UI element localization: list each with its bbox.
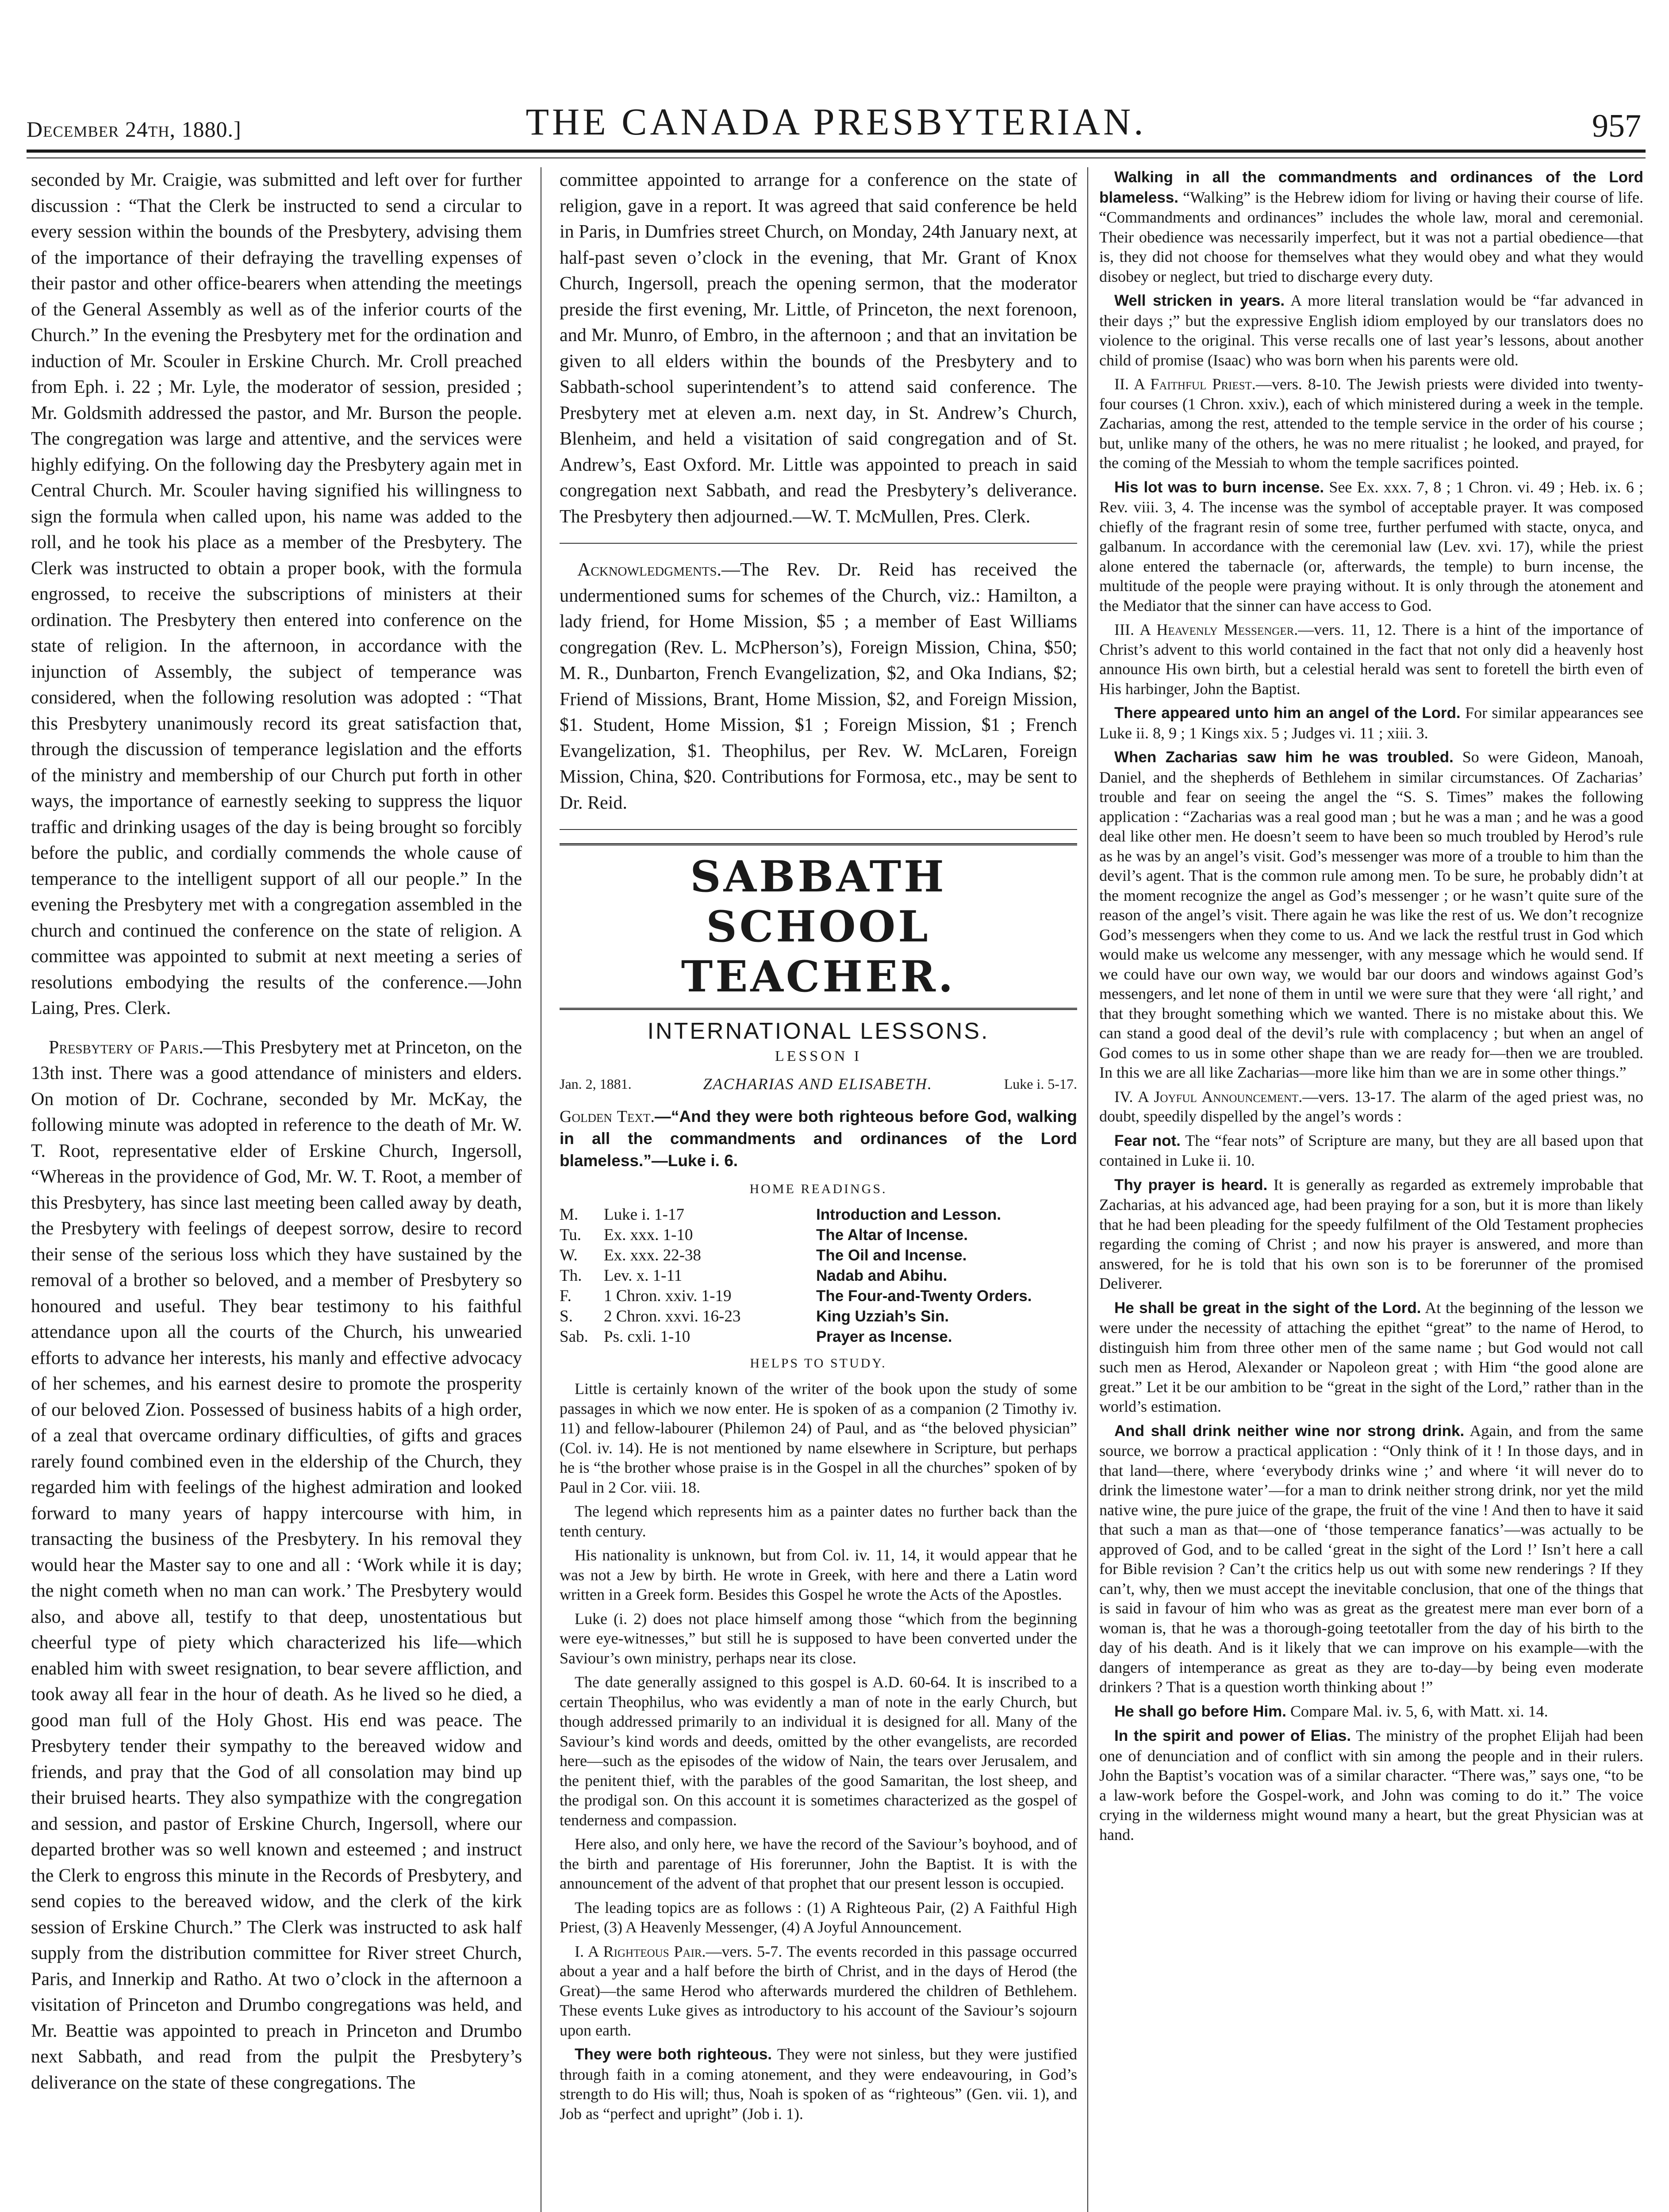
column-1 [31,167,522,2212]
reading-day: S. [560,1307,573,1325]
golden-text-lead: Golden Text. [560,1107,655,1126]
international-lessons-heading: INTERNATIONAL LESSONS. [647,1018,990,1044]
reading-day: Th. [560,1267,582,1285]
paragraph-text: The ministry of the prophet Elijah had been one of denunciation and of conflict with sin among the people and in their rulers. John the Baptist’s vocation was of a similar character. “There was,” says one, “to be a law-work before the Gospel-work, and John was coming to do it.” The voice crying in the wilderness might wound many a heart, but the great Physician was at hand. [1099,1727,1643,1843]
section-rule [560,829,1077,830]
issue-date: December 24th, 1880.] [27,117,242,142]
paragraph-lead: He shall be great in the sight of the Lord. [1114,1299,1421,1317]
section-masthead [560,843,1077,1010]
table-row [560,1286,1077,1306]
paragraph [1099,1726,1643,1844]
reading-ref: Ex. xxx. 1-10 [604,1226,693,1244]
helps-to-study [560,1379,1077,2124]
paragraph [1099,1131,1643,1171]
section-rule [560,543,1077,544]
paragraph-text: Compare Mal. iv. 5, 6, with Matt. xi. 14. [1290,1702,1548,1720]
paragraph-text: The “fear nots” of Scripture are many, but they are all based upon that contained in Luke ii. 10. [1099,1131,1643,1169]
lesson-header [560,1075,1077,1093]
paragraph [1099,1175,1643,1294]
paragraph-lead: III. A Heavenly Messenger. [1114,621,1298,638]
paragraph-lead: They were both righteous. [575,2046,772,2063]
home-readings-table [560,1205,1077,1347]
paragraph-lead: There appeared unto him an angel of the Lord. [1114,704,1461,722]
reading-day: Sab. [560,1328,588,1346]
lesson-number: LESSON I [775,1048,862,1064]
paragraph [560,1942,1077,2040]
table-row [560,1266,1077,1286]
table-row [560,1205,1077,1225]
paragraph-text: For similar appearances see Luke ii. 8, 9 ; 1 Kings xix. 5 ; Judges vi. 11 ; xiii. 3. [1099,704,1643,742]
golden-text [560,1106,1077,1172]
paragraph-lead: Fear not. [1114,1132,1181,1149]
reading-topic: Introduction and Lesson. [816,1206,1001,1223]
paragraph-text: —This Presbytery met at Princeton, on the 13th inst. There was a good attendance of ministers and elders. On motion of Dr. Cochrane, seconded by Mr. McKay, the following minute was adopted in reference to the death of Mr. W. T. Root, representative elder of Erskine Church, Ingersoll, “Whereas in the providence of God, Mr. W. T. Root, a member of this Presbytery, has since last meeting been called away by death, the Presbytery with feelings of deepest sorrow, desire to record their sense of the serious loss which they have sustained by the removal of a brother so beloved, and a member of Presbytery so honoured and useful. They bear testimony to his faithful attendance upon all the courts of the Church, his unwearied efforts to advance her interests, his manly and effective advocacy of her schemes, and his earnest desire to promote the prosperity of our beloved Zion. Possessed of business habits of a high order, of a zeal that overcame ordinary difficulties, of gifts and graces rarely found combined even in the eldership of the Church, they regarded him with feelings of the highest admiration and looked forward to many years of happy intercourse with him, in transacting the business of the Presbytery. In his removal they would hear the Master say to one and all : ‘Work while it is day; the night cometh when no man can work.’ The Presbytery would also, and above all, testify to that deep, unostentatious but cheerful type of piety which characterized his life—which enabled him with sweet resignation, to bear severe affliction, and took away all fear in the hour of death. As he lived so he died, a good man full of the Holy Ghost. His end was peace. The Presbytery tender their sympathy to the bereaved widow and friends, and pray that the God of all consolation may bind up their bruised hearts. They also sympathize with the congregation and session, and pastor of Erskine Church, Ingersoll, where our departed brother was so well known and esteemed ; and instruct the Clerk to engross this minute in the Records of Presbytery, and send copies to the bereaved widow, and the clerk of the kirk session of Erskine Church.” The Clerk was instructed to ask half supply from the distribution committee for River street Church, Paris, and Innerkip and Ratho. At two o’clock in the afternoon a visitation of Princeton and Drumbo congregations was held, and Mr. Beattie was appointed to preach in Princeton and Drumbo next Sabbath, and read from the pulpit the Presbytery’s deliverance on the state of these congregations. The [31,1037,522,2093]
paragraph-text: A more literal translation would be “far advanced in their days ;” but the expressive English idiom employed by our translators does no violence to the original. This verse recalls one of last year’s lessons, about another child of promise (Isaac) who was born when his parents were old. [1099,292,1643,369]
helps-to-study-heading: HELPS TO STUDY. [750,1356,887,1371]
paragraph-lead: IV. A Joyful Announcement. [1114,1087,1303,1106]
reading-day: M. [560,1206,579,1224]
reading-day: Tu. [560,1226,582,1244]
presbytery-of-paris-report [31,1035,522,2096]
paragraph-lead: II. A Faithful Priest. [1114,375,1256,393]
paragraph-text: —The Rev. Dr. Reid has received the undermentioned sums for schemes of the Church, viz.: Hamilton, a lady friend, for Home Mission, $5 ; a member of East Williams congregation (Rev. L. McPherson’s), Foreign Mission, China, $50; M. R., Dunbarton, French Evangelization, $2, and Oka Indians, $2; Friend of Missions, Brant, Home Mission, $2, and Foreign Mission, $1. Student, Home Mission, $1 ; Foreign Mission, $1 ; French Evangelization, $1. Theophilus, per Rev. W. McLaren, Foreign Mission, China, $20. Contributions for Formosa, etc., may be sent to Dr. Reid. [560,560,1077,813]
reading-day: W. [560,1246,578,1264]
paragraph [1099,747,1643,1083]
paragraph: Luke (i. 2) does not place himself among those “which from the beginning were eye-witnesses,” but still he is supposed to have been converted under the Saviour’s own ministry, perhaps near its close. [560,1609,1077,1667]
reading-topic: The Altar of Incense. [816,1226,968,1244]
paragraph: Here also, and only here, we have the record of the Saviour’s boyhood, and of the birth and parentage of His forerunner, John the Baptist. It is with the announcement of the advent of that prophet that our present lesson is occupied. [560,1835,1077,1892]
table-row [560,1245,1077,1266]
paragraph [1099,1701,1643,1722]
paragraph-text: So were Gideon, Manoah, Daniel, and the shepherds of Bethlehem in similar circumstances. Of Zacharias’ trouble and fear on seeing the angel the “S. S. Times” makes the following application : “Zacharias was a real good man ; but he was a man ; and he was a good deal like other men. He doesn’t seem to have been so much troubled by Herod’s rule as he was by an angel’s visit. God’s messenger was more of a trouble to him than the devil’s agent. That is the common rule among men. To be sure, he probably didn’t at the moment recognize the angel as God’s messenger ; or he wasn’t quite sure of the reason of the angel’s visit. There again he was like the rest of us. We don’t recognize God’s messengers when they come to us. And we lack the restful trust in God which would make us welcome any messenger, with any message which he would send. If we could have our own way, we would bar our doors and windows against God’s messengers, and let none of them in until we were sure that they were ‘all right,’ and that they brought something which we wanted. There is no mistake about this. We can stand a good deal of the devil’s rule with complacency ; but when an angel of God comes to us in some other shape than we are ready for—then we are troubled. In this we are all like Zacharias—more like him than we are in some other things.” [1099,748,1643,1081]
reading-ref: 1 Chron. xxiv. 1-19 [604,1287,732,1305]
column-divider [1087,167,1088,2212]
paragraph: The date generally assigned to this gospel is A.D. 60-64. It is inscribed to a certain Theophilus, who was evidently a man of note in the early Church, but though addressed primarily to an individual it is designed for all. Many of the Saviour’s kind words and deeds, omitted by the other evangelists, are recorded here—such as the episodes of the widow of Nain, the tears over Jerusalem, and the penitent thief, with the parables of the good Samaritan, the lost sheep, and the prodigal son. On this account it is sometimes characterized as the gospel of tenderness and compassion. [560,1673,1077,1829]
paragraph-lead: And shall drink neither wine nor strong drink. [1114,1422,1465,1440]
paragraph-lead: Well stricken in years. [1114,292,1285,309]
paragraph-text: At the beginning of the lesson we were under the necessity of attaching the epithet “great” to the name of Herod, to distinguish him from three other men of the same name ; but God would not call such men as Herod, Alexander or Napoleon great ; with Him “the good alone are great.” Let it be our ambition to be “great in the sight of the Lord,” rather than in the world’s estimation. [1099,1298,1643,1415]
paragraph-lead: Acknowledgments. [577,560,721,580]
paragraph-text: See Ex. xxx. 7, 8 ; 1 Chron. vi. 49 ; Heb. ix. 6 ; Rev. viii. 3, 4. The incense was the symbol of acceptable prayer. It was composed chiefly of the fragrant resin of some tree, further perfumed with stacte, onyca, and galbanum. In accordance with the ceremonial law (Lev. xvi. 17), while the priest alone entered the tabernacle (or, afterwards, the temple) to burn incense, the multitude of the people were praying without. It is only through the atonement and the Mediator that the sinner can have access to God. [1099,478,1643,614]
reading-topic: The Four-and-Twenty Orders. [816,1287,1032,1305]
paragraph-lead: Walking in all the commandments and ordinances of the Lord blameless. [1099,169,1643,206]
page-number: 957 [1592,108,1641,144]
paragraph-lead: His lot was to burn incense. [1114,478,1324,496]
reading-ref: 2 Chron. xxvi. 16-23 [604,1307,741,1325]
header-rule-thin [27,157,1646,158]
reading-ref: Lev. x. 1-11 [604,1267,683,1285]
lesson-reference: Luke i. 5-17. [1004,1075,1077,1092]
column-3 [1099,167,1643,2212]
paragraph [1099,167,1643,286]
paragraph-text: “Walking” is the Hebrew idiom for living or having their course of life. “Commandments and ordinances” includes the whole law, moral and ceremonial. Their obedience was necessarily imperfect, but it was not a partial obedience—that is, they did not choose for themselves what they would obey and what they would disobey or neglect, but tried to discharge every duty. [1099,188,1643,285]
paragraph-text: —vers. 11, 12. There is a hint of the importance of Christ’s advent to this world contained in the fact that not only did a heavenly host announce His own birth, but a celestial herald was sent to foretell the birth even of His harbinger, John the Baptist. [1099,621,1643,698]
paragraph: His nationality is unknown, but from Col. iv. 11, 14, it would appear that he was not a Jew by birth. He wrote in Greek, with here and there a Latin word written in a Greek form. Besides this Gospel he wrote the Acts of the Apostles. [560,1546,1077,1603]
paragraph-text: Again, and from the same source, we borrow a practical application : “Only think of it ! In those days, and in that land—there, where ‘everybody drinks wine ;’ and where ‘it will never do to drink the limestone water’—for a man to drink neither strong drink, nor yet the mild native wine, the pure juice of the grape, the fruit of the vine ! And then to have it said that such a man as that—one of ‘those temperance fanatics’—was actually to be approved of God, and to be called ‘great in the sight of the Lord !’ Isn’t here a call for Bible revision ? Can’t the critics help us out with some new renderings ? If they can’t, why, then we must accept the inevitable conclusion, that one of the things that is said in favour of him who was as great as the greatest mere man ever born of a woman is, that he was a thorough-going teetotaller from the day of his birth to the day of his death. And is it likely that we can improve on his example—with the dangers of intemperance as great as they are to-day—by being even moderate drinkers ? That is a question worth thinking about !” [1099,1421,1643,1696]
paragraph [1099,703,1643,743]
paragraph: seconded by Mr. Craigie, was submitted and left over for further discussion : “That the Clerk be instructed to send a circular to every session within the bounds of the Presbytery, advising them of the importance of their defraying the travelling expenses of their pastor and other office-bearers when attending the meetings of the General Assembly as well as of the inferior courts of the Church.” In the evening the Presbytery met for the ordination and induction of Mr. Scouler in Erskine Church. Mr. Croll preached from Eph. i. 22 ; Mr. Lyle, the moderator of session, presided ; Mr. Goldsmith addressed the pastor, and Mr. Burson the people. The congregation was large and attentive, and the services were highly edifying. On the following day the Presbytery again met in Central Church. Mr. Scouler having signified his willingness to sign the formula when called upon, his name was added to the roll, and he took his place as a member of the Presbytery. The Clerk was instructed to obtain a proper book, with the formula engrossed, to receive the subscriptions of ministers at their ordination. The Presbytery then entered into conference on the state of religion. In the afternoon, in accordance with the injunction of Assembly, the subject of temperance was considered, when the following resolution was adopted : “That this Presbytery unanimously record its great satisfaction that, through the discussion of temperance legislation and the efforts of the ministry and membership of our Church put forth in other ways, the importance of earnestly seeking to suppress the liquor traffic and drinking usages of the day is being brought so forcibly before the public, and cordially commends the whole cause of temperance to the intelligent support of all our people.” In the evening the Presbytery met with a congregation assembled in the church and continued the conference on the state of religion. A committee was appointed to submit at next meeting a series of resolutions embodying the results of the conference.—John Laing, Pres. Clerk. [31,170,522,1018]
lesson-date: Jan. 2, 1881. [560,1075,632,1092]
paragraph-text: —vers. 8-10. The Jewish priests were divided into twenty-four courses (1 Chron. xxiv.), each of which ministered during a week in the temple. Zacharias, among the rest, attended to the temple service in the order of his course ; but, unlike many of the others, he was no mere ritualist ; he looked, and prayed, for the coming of the Messiah to whom the temple sacrifices pointed. [1099,375,1643,472]
reading-topic: The Oil and Incense. [816,1247,967,1264]
paragraph [1099,620,1643,699]
table-row [560,1306,1077,1327]
section-title: SABBATH SCHOOL TEACHER. [560,843,1077,1010]
reading-ref: Ex. xxx. 22-38 [604,1246,701,1264]
paragraph [1099,1421,1643,1697]
table-row [560,1225,1077,1245]
paragraph-text: —vers. 5-7. The events recorded in this passage occurred about a year and a half before the birth of Christ, and in the days of Herod (the Great)—the same Herod who afterwards murdered the children of Bethlehem. These events Luke gives as introductory to his account of the Saviour’s sojourn upon earth. [560,1942,1077,2039]
paragraph-lead: I. A Righteous Pair. [575,1942,706,1960]
paragraph: The legend which represents him as a painter dates no further back than the tenth century. [560,1502,1077,1540]
reading-topic: Prayer as Incense. [816,1328,952,1345]
table-row [560,1327,1077,1347]
reading-ref: Luke i. 1-17 [604,1206,684,1224]
home-readings-heading: HOME READINGS. [749,1182,887,1196]
paragraph [560,2044,1077,2124]
paragraph: committee appointed to arrange for a conference on the state of religion, gave in a report. It was agreed that said conference be held in Paris, in Dumfries street Church, on Monday, 24th January next, at half-past seven o’clock in the evening, that Mr. Grant of Knox Church, Ingersoll, preach the opening sermon, that the moderator preside the first evening, Mr. Little, of Princeton, the next forenoon, and Mr. Munro, of Embro, in the afternoon ; and that an invitation be given to all elders within the bounds of the Presbytery and to Sabbath-school superintendent’s to attend said conference. The Presbytery met at eleven a.m. next day, in St. Andrew’s Church, Blenheim, and held a visitation of said congregation and of St. Andrew’s, East Oxford. Mr. Little was appointed to preach in said congregation next Sabbath, and read the Presbytery’s deliverance. The Presbytery then adjourned.—W. T. McMullen, Pres. Clerk. [560,170,1077,527]
column-2 [560,167,1077,2212]
paragraph: Little is certainly known of the writer of the book upon the study of some passages in which we now enter. He is spoken of as a companion (2 Timothy iv. 11) and fellow-labourer (Philemon 24) of Paul, and as “the beloved physician” (Col. iv. 14). He is not mentioned by name elsewhere in Scripture, but perhaps he is “the brother whose praise is in the Gospel in all the churches” spoken of by Paul in 2 Cor. viii. 18. [560,1380,1077,1496]
paragraph: The leading topics are as follows : (1) A Righteous Pair, (2) A Faithful High Priest, (3) A Heavenly Messenger, (4) A Joyful Announcement. [560,1898,1077,1936]
paragraph [1099,291,1643,370]
paragraph-lead: In the spirit and power of Elias. [1114,1727,1351,1744]
paragraph [1099,374,1643,473]
paragraph-lead: Presbytery of Paris. [49,1037,203,1058]
paragraph [1099,477,1643,616]
header-rule [27,150,1646,153]
paragraph-lead: Thy prayer is heard. [1114,1176,1268,1194]
lesson-title: ZACHARIAS AND ELISABETH. [703,1075,932,1093]
masthead [27,100,1646,153]
paragraph [1099,1298,1643,1417]
paragraph [1099,1087,1643,1126]
golden-text-verse: —“And they were both righteous before God, walking in all the commandments and ordinances of the Lord blameless.”—Luke i. 6. [560,1107,1077,1170]
reading-topic: Nadab and Abihu. [816,1267,948,1284]
reading-topic: King Uzziah’s Sin. [816,1308,949,1325]
paragraph-text: —vers. 13-17. The alarm of the aged priest was, no doubt, speedily dispelled by the angel’s words : [1099,1087,1643,1125]
reading-ref: Ps. cxli. 1-10 [604,1328,691,1346]
reading-day: F. [560,1287,572,1305]
paragraph-text: They were not sinless, but they were justified through faith in a coming atonement, and they were endeavouring, in God’s strength to do His will; thus, Noah is spoken of as “righteous” (Gen. vii. 1), and Job as “perfect and upright” (Job i. 1). [560,2045,1077,2123]
paragraph-lead: He shall go before Him. [1114,1702,1286,1720]
acknowledgments [560,557,1077,816]
newspaper-title: THE CANADA PRESBYTERIAN. [526,100,1147,143]
paragraph-lead: When Zacharias saw him he was troubled. [1114,749,1454,766]
paragraph-text: It is generally as regarded as extremely improbable that Zacharias, at his advanced age, had been praying for a son, but it is more than likely that he had been pleading for the speedy fulfilment of the Old Testament prophecies regarding the coming of Christ ; and now his prayer is answered, and more than answered, for he is told that his own son is to be forerunner of the promised Deliverer. [1099,1175,1643,1292]
